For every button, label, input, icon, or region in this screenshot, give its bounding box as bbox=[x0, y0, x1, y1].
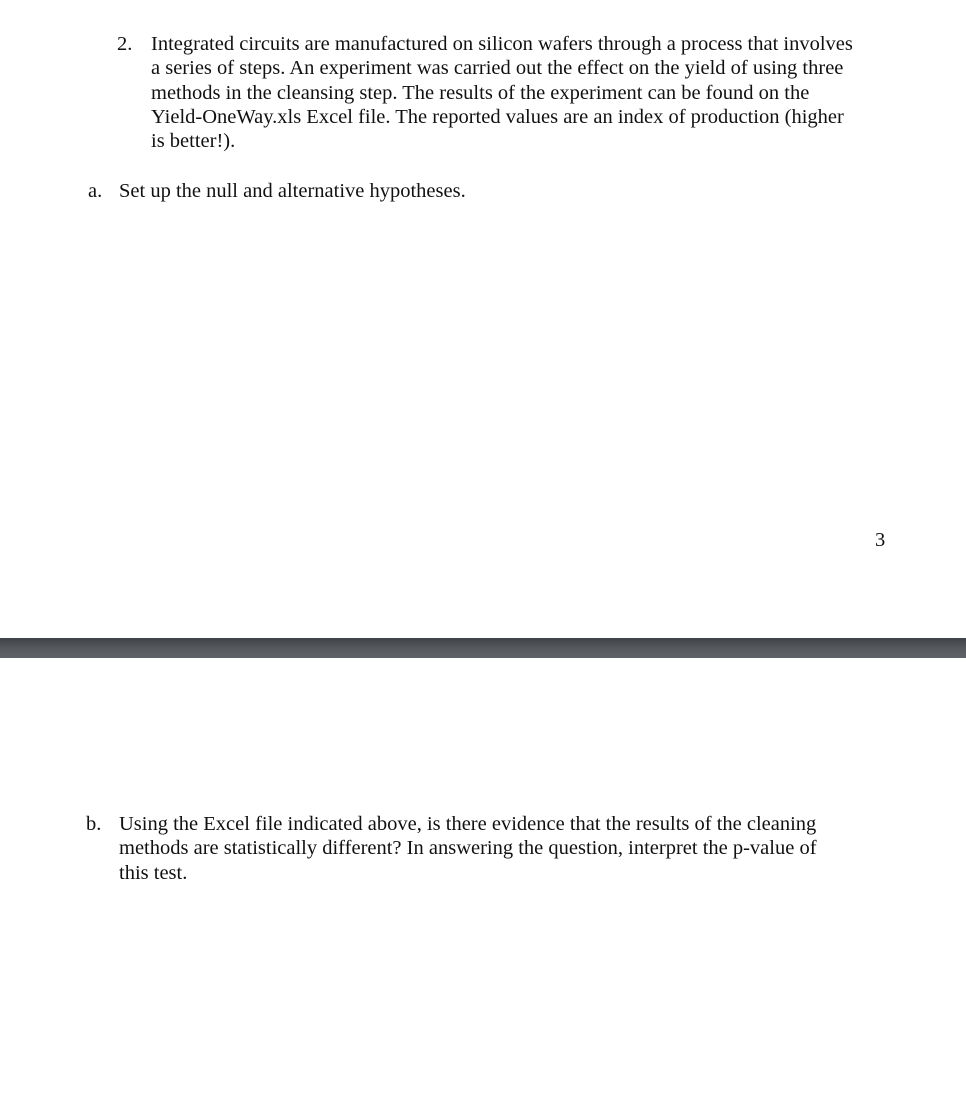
question-number: 2. bbox=[117, 33, 133, 55]
part-text-line: Using the Excel file indicated above, is there evidence that the results of the cleaning bbox=[119, 813, 817, 835]
part-label: a. bbox=[88, 180, 103, 202]
question-text-line: Yield-OneWay.xls Excel file. The reported values are an index of production (higher bbox=[151, 105, 844, 128]
part-text: Set up the null and alternative hypotheses. bbox=[119, 180, 466, 202]
question-text-line: a series of steps. An experiment was carried out the effect on the yield of using three bbox=[151, 57, 844, 80]
page-separator bbox=[0, 638, 966, 658]
part-text-line: methods are statistically different? In answering the question, interpret the p-value of bbox=[119, 837, 817, 860]
question-text-line: methods in the cleansing step. The results of the experiment can be found on the bbox=[151, 81, 810, 104]
part-text bbox=[119, 812, 879, 885]
part-label: b. bbox=[86, 813, 102, 835]
part-text-line: this test. bbox=[119, 861, 188, 884]
question-text-line: is better!). bbox=[151, 130, 236, 153]
question-text-line: Integrated circuits are manufactured on silicon wafers through a process that involves bbox=[151, 33, 853, 55]
page-number: 3 bbox=[875, 529, 886, 551]
question-text bbox=[151, 32, 891, 153]
document-page-4 bbox=[0, 658, 966, 1112]
